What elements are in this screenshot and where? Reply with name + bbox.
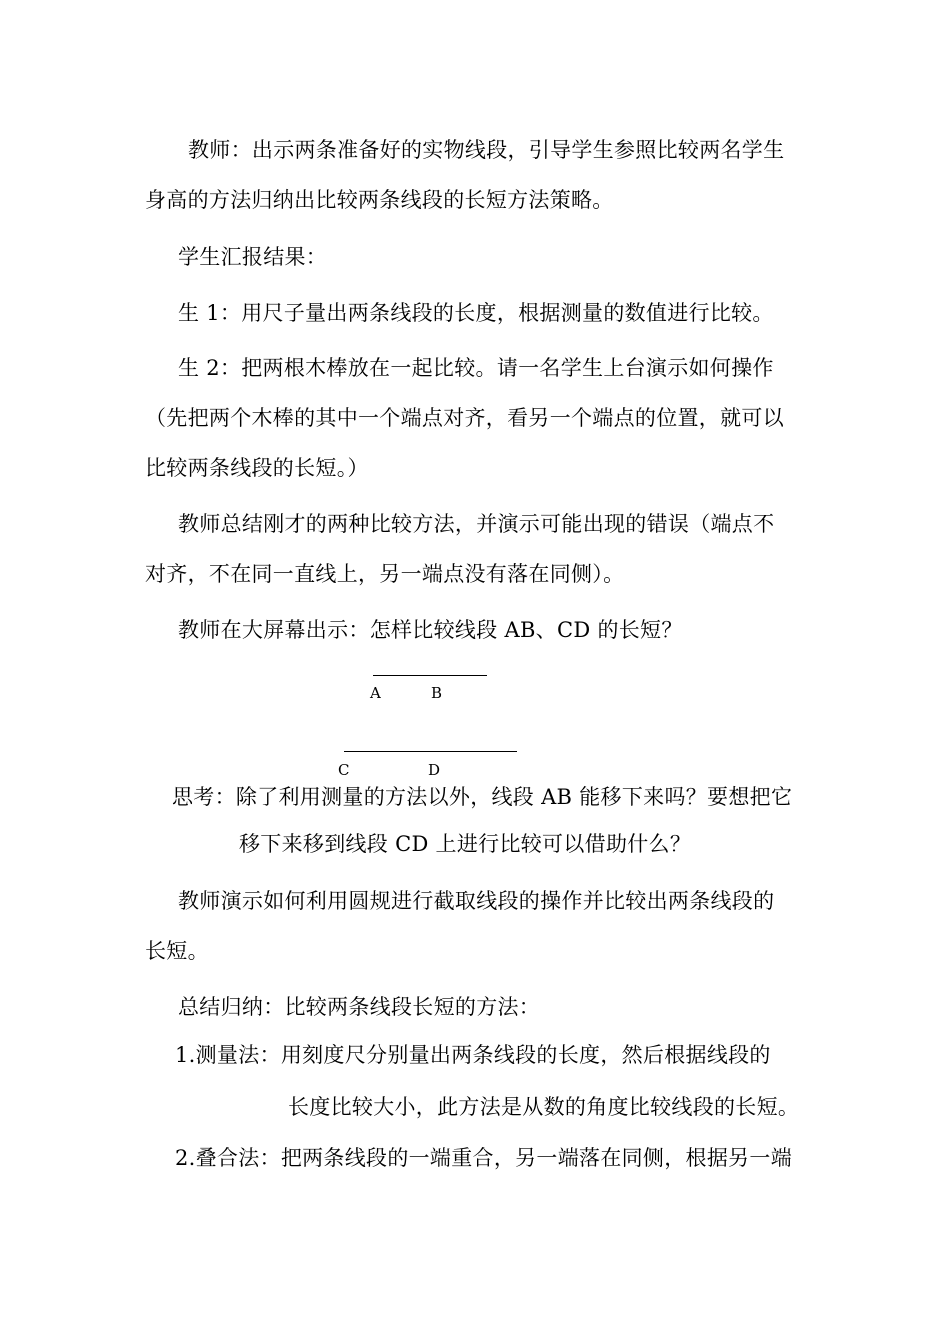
- paragraph-think-line2: 移下来移到线段 CD 上进行比较可以借助什么？: [239, 832, 692, 856]
- paragraph-student2-line3: 比较两条线段的长短。）: [145, 456, 369, 480]
- label-b: B: [431, 684, 443, 702]
- paragraph-teacher-summary-line1: 教师总结刚才的两种比较方法，并演示可能出现的错误（端点不: [178, 512, 775, 536]
- paragraph-think-line1: 思考：除了利用测量的方法以外，线段 AB 能移下来吗？要想把它: [172, 785, 793, 809]
- paragraph-student2-line2: （先把两个木棒的其中一个端点对齐，看另一个端点的位置，就可以: [145, 406, 784, 430]
- paragraph-student-report: 学生汇报结果：: [178, 245, 328, 269]
- paragraph-screen-question: 教师在大屏幕出示：怎样比较线段 AB、CD 的长短？: [178, 618, 683, 642]
- paragraph-compass-demo-line1: 教师演示如何利用圆规进行截取线段的操作并比较出两条线段的: [178, 889, 775, 913]
- paragraph-student1: 生 1：用尺子量出两条线段的长度，根据测量的数值进行比较。: [178, 301, 774, 325]
- segment-cd-line: [344, 751, 517, 752]
- label-d: D: [428, 761, 441, 779]
- paragraph-teacher-intro-line2: 身高的方法归纳出比较两条线段的长短方法策略。: [145, 188, 614, 212]
- paragraph-compass-demo-line2: 长短。: [145, 939, 209, 963]
- list-item-overlap-line1: 2.叠合法：把两条线段的一端重合，另一端落在同侧，根据另一端: [175, 1146, 793, 1170]
- paragraph-teacher-summary-line2: 对齐，不在同一直线上，另一端点没有落在同侧）。: [145, 562, 625, 586]
- label-c: C: [338, 761, 350, 779]
- paragraph-student2-line1: 生 2：把两根木棒放在一起比较。请一名学生上台演示如何操作: [178, 356, 774, 380]
- paragraph-teacher-intro-line1: 教师：出示两条准备好的实物线段，引导学生参照比较两名学生: [188, 138, 785, 162]
- list-item-measure-line2: 长度比较大小，此方法是从数的角度比较线段的长短。: [288, 1095, 800, 1119]
- segment-ab-line: [373, 675, 487, 676]
- list-item-measure-line1: 1.测量法：用刻度尺分别量出两条线段的长度，然后根据线段的: [175, 1043, 771, 1067]
- label-a: A: [370, 684, 381, 702]
- paragraph-conclusion: 总结归纳：比较两条线段长短的方法：: [178, 995, 541, 1019]
